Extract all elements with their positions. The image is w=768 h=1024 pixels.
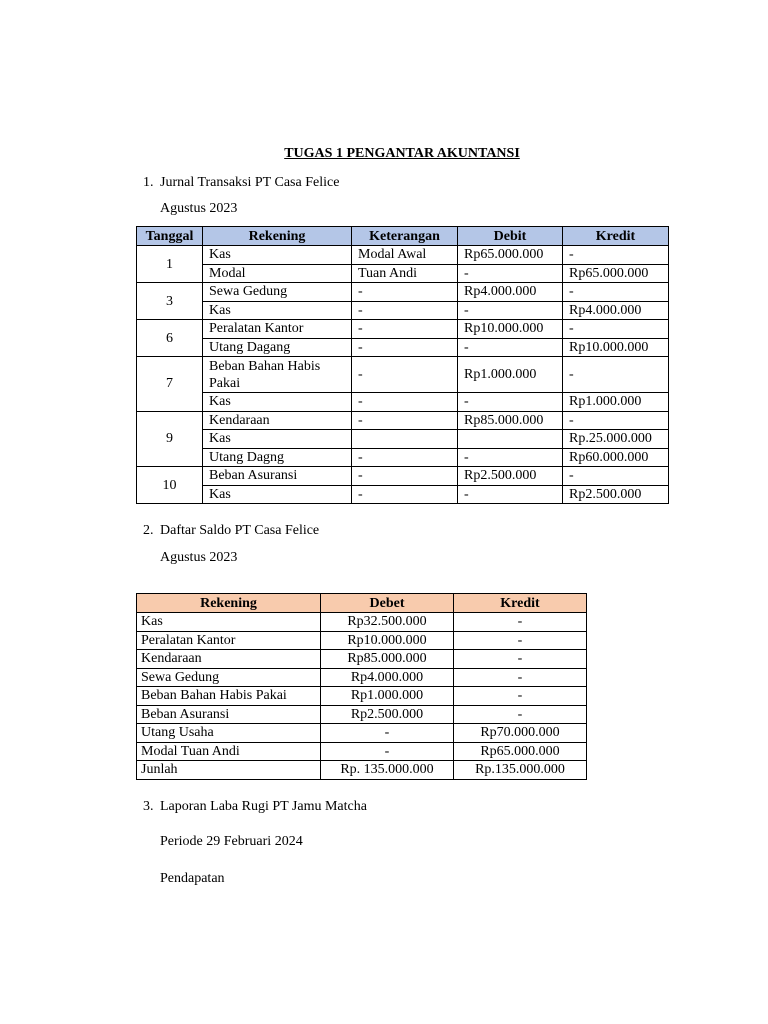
debit-cell: Rp. 135.000.000: [321, 761, 454, 780]
section-number: 3.: [143, 799, 154, 814]
table-row: [137, 320, 669, 339]
section-3-period: Periode 29 Februari 2024: [160, 834, 303, 849]
date-cell: 1: [137, 246, 203, 283]
credit-cell: -: [454, 613, 587, 632]
section-1-heading: [143, 175, 339, 191]
table-row: [137, 485, 669, 504]
column-header: Kredit: [563, 227, 669, 246]
credit-cell: -: [563, 320, 669, 339]
account-cell: Beban Bahan Habis Pakai: [203, 357, 352, 393]
account-cell: Kas: [203, 485, 352, 504]
credit-cell: Rp4.000.000: [563, 301, 669, 320]
table-row: [137, 357, 669, 393]
journal-header-row: [137, 227, 669, 246]
account-cell: Junlah: [137, 761, 321, 780]
section-title: Laporan Laba Rugi PT Jamu Matcha: [160, 799, 367, 814]
table-row: [137, 631, 587, 650]
credit-cell: Rp1.000.000: [563, 393, 669, 412]
account-cell: Modal Tuan Andi: [137, 742, 321, 761]
table-row: [137, 687, 587, 706]
credit-cell: Rp.135.000.000: [454, 761, 587, 780]
column-header: Kredit: [454, 594, 587, 613]
account-cell: Beban Bahan Habis Pakai: [137, 687, 321, 706]
account-cell: Utang Dagang: [203, 338, 352, 357]
debit-cell: -: [458, 338, 563, 357]
table-row: [137, 264, 669, 283]
credit-cell: -: [454, 631, 587, 650]
column-header: Debet: [321, 594, 454, 613]
column-header: Keterangan: [352, 227, 458, 246]
account-cell: Beban Asuransi: [203, 467, 352, 486]
account-cell: Utang Usaha: [137, 724, 321, 743]
account-cell: Sewa Gedung: [137, 668, 321, 687]
credit-cell: Rp65.000.000: [563, 264, 669, 283]
account-cell: Kendaraan: [203, 411, 352, 430]
section-number: 2.: [143, 523, 154, 538]
credit-cell: -: [454, 668, 587, 687]
note-cell: Tuan Andi: [352, 264, 458, 283]
column-header: Tanggal: [137, 227, 203, 246]
account-cell: Kas: [137, 613, 321, 632]
section-number: 1.: [143, 175, 154, 190]
section-3-subheading: Pendapatan: [160, 871, 225, 886]
debit-cell: Rp32.500.000: [321, 613, 454, 632]
credit-cell: Rp70.000.000: [454, 724, 587, 743]
account-cell: Utang Dagng: [203, 448, 352, 467]
account-cell: Kas: [203, 301, 352, 320]
section-2-period: Agustus 2023: [160, 550, 238, 565]
debit-cell: Rp65.000.000: [458, 246, 563, 265]
note-cell: -: [352, 338, 458, 357]
section-2-heading: [143, 523, 319, 539]
note-cell: -: [352, 320, 458, 339]
note-cell: Modal Awal: [352, 246, 458, 265]
account-cell: Peralatan Kantor: [137, 631, 321, 650]
section-title: Daftar Saldo PT Casa Felice: [160, 523, 320, 538]
debit-cell: -: [458, 485, 563, 504]
note-cell: -: [352, 448, 458, 467]
debit-cell: -: [458, 393, 563, 412]
account-cell: Kas: [203, 246, 352, 265]
table-row: [137, 430, 669, 449]
credit-cell: -: [563, 467, 669, 486]
date-cell: 10: [137, 467, 203, 504]
section-3-heading: [143, 799, 367, 815]
date-cell: 7: [137, 357, 203, 412]
debit-cell: Rp4.000.000: [458, 283, 563, 302]
note-cell: -: [352, 301, 458, 320]
account-cell: Sewa Gedung: [203, 283, 352, 302]
credit-cell: -: [454, 650, 587, 669]
account-cell: Kas: [203, 393, 352, 412]
total-row: [137, 761, 587, 780]
column-header: Rekening: [137, 594, 321, 613]
credit-cell: Rp10.000.000: [563, 338, 669, 357]
table-row: [137, 650, 587, 669]
credit-cell: Rp.25.000.000: [563, 430, 669, 449]
credit-cell: -: [563, 283, 669, 302]
debit-cell: Rp10.000.000: [458, 320, 563, 339]
note-cell: -: [352, 283, 458, 302]
debit-cell: Rp85.000.000: [321, 650, 454, 669]
debit-cell: -: [321, 742, 454, 761]
table-row: [137, 705, 587, 724]
page-title: TUGAS 1 PENGANTAR AKUNTANSI: [284, 146, 520, 161]
account-cell: Kendaraan: [137, 650, 321, 669]
debit-cell: [458, 430, 563, 449]
debit-cell: -: [458, 264, 563, 283]
date-cell: 3: [137, 283, 203, 320]
debit-cell: Rp2.500.000: [458, 467, 563, 486]
credit-cell: Rp65.000.000: [454, 742, 587, 761]
debit-cell: Rp85.000.000: [458, 411, 563, 430]
date-cell: 6: [137, 320, 203, 357]
balance-header-row: [137, 594, 587, 613]
table-row: [137, 283, 669, 302]
debit-cell: Rp1.000.000: [458, 357, 563, 393]
table-row: [137, 301, 669, 320]
table-row: [137, 411, 669, 430]
table-row: [137, 393, 669, 412]
debit-cell: Rp10.000.000: [321, 631, 454, 650]
table-row: [137, 467, 669, 486]
column-header: Rekening: [203, 227, 352, 246]
table-row: [137, 338, 669, 357]
note-cell: -: [352, 485, 458, 504]
journal-table: [136, 226, 669, 504]
account-cell: Modal: [203, 264, 352, 283]
table-row: [137, 246, 669, 265]
note-cell: -: [352, 411, 458, 430]
credit-cell: -: [563, 411, 669, 430]
trial-balance-table: [136, 593, 587, 780]
credit-cell: -: [563, 357, 669, 393]
section-1-period: Agustus 2023: [160, 201, 238, 216]
credit-cell: -: [454, 687, 587, 706]
debit-cell: -: [321, 724, 454, 743]
column-header: Debit: [458, 227, 563, 246]
credit-cell: -: [563, 246, 669, 265]
note-cell: -: [352, 393, 458, 412]
table-row: [137, 613, 587, 632]
credit-cell: -: [454, 705, 587, 724]
account-cell: Beban Asuransi: [137, 705, 321, 724]
debit-cell: Rp2.500.000: [321, 705, 454, 724]
note-cell: -: [352, 467, 458, 486]
account-cell: Peralatan Kantor: [203, 320, 352, 339]
table-row: [137, 742, 587, 761]
debit-cell: Rp1.000.000: [321, 687, 454, 706]
credit-cell: Rp2.500.000: [563, 485, 669, 504]
table-row: [137, 448, 669, 467]
debit-cell: -: [458, 448, 563, 467]
debit-cell: -: [458, 301, 563, 320]
table-row: [137, 724, 587, 743]
date-cell: 9: [137, 411, 203, 467]
note-cell: -: [352, 357, 458, 393]
account-cell: Kas: [203, 430, 352, 449]
debit-cell: Rp4.000.000: [321, 668, 454, 687]
table-row: [137, 668, 587, 687]
credit-cell: Rp60.000.000: [563, 448, 669, 467]
note-cell: [352, 430, 458, 449]
section-title: Jurnal Transaksi PT Casa Felice: [160, 175, 340, 190]
